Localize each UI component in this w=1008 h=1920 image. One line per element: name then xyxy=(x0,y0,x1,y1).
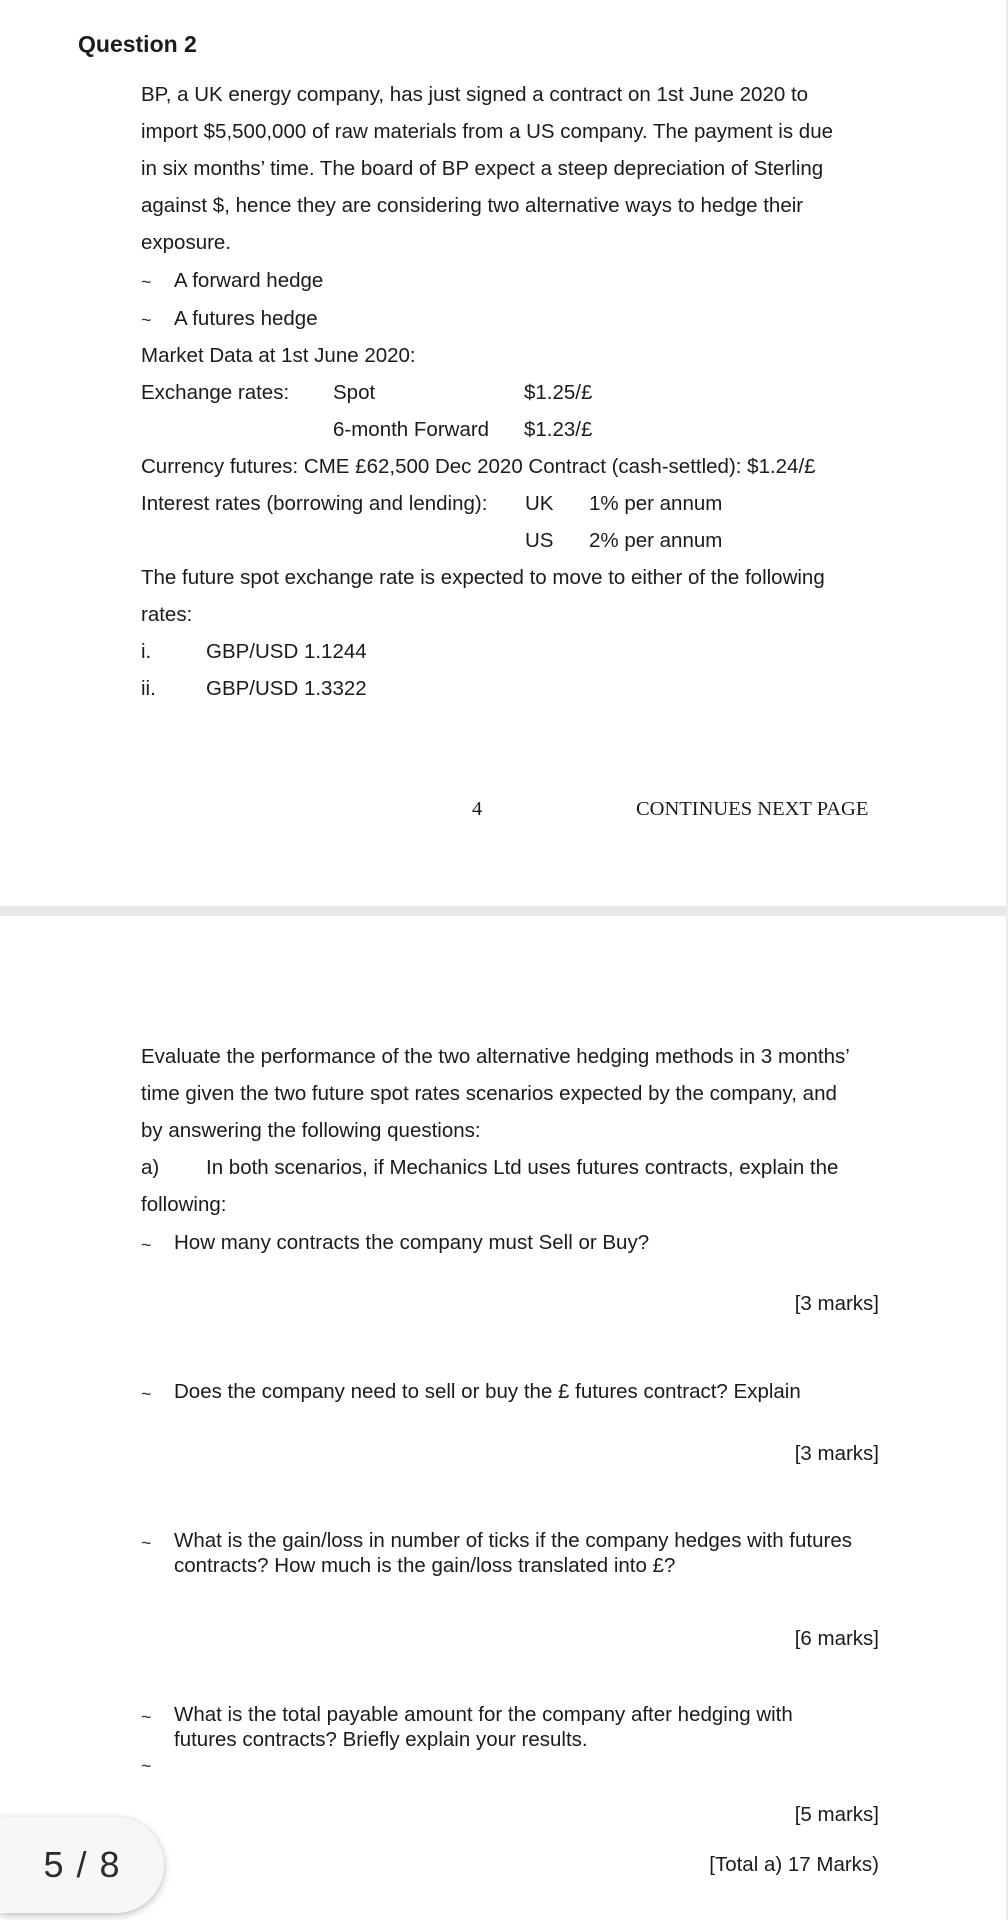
scenario-rate: GBP/USD 1.1244 xyxy=(206,640,367,663)
evaluate-line: Evaluate the performance of the two alternative hedging methods in 3 months’ xyxy=(141,1045,850,1068)
part-a-label: a) xyxy=(141,1156,160,1179)
spot-label: Spot xyxy=(333,381,376,404)
total-marks: [Total a) 17 Marks) xyxy=(709,1853,879,1876)
hedge-option: A futures hedge xyxy=(174,307,318,330)
spot-value: $1.25/£ xyxy=(524,381,593,404)
market-data-label: Market Data at 1st June 2020: xyxy=(141,344,416,367)
page-separator-slash: / xyxy=(76,1844,88,1885)
total-pages: 8 xyxy=(99,1844,121,1885)
futures-line: Currency futures: CME £62,500 Dec 2020 Contract (cash-settled): $1.24/£ xyxy=(141,455,816,478)
future-spot-line: The future spot exchange rate is expected to move to either of the following xyxy=(141,566,825,589)
part-a-text: In both scenarios, if Mechanics Ltd uses futures contracts, explain the xyxy=(206,1156,839,1179)
page-separator xyxy=(0,906,1008,916)
evaluate-line: by answering the following questions: xyxy=(141,1119,481,1142)
question-text: Does the company need to sell or buy the £ futures contract? Explain xyxy=(174,1380,801,1403)
bullet-tilde: ~ xyxy=(141,1533,152,1553)
question-marks: [3 marks] xyxy=(794,1442,879,1465)
us-rate: 2% per annum xyxy=(589,529,723,552)
page-number: 4 xyxy=(472,798,483,820)
scenario-number: ii. xyxy=(141,677,156,700)
question-text: What is the gain/loss in number of ticks if the company hedges with futures xyxy=(174,1529,852,1552)
question-title: Question 2 xyxy=(78,31,197,57)
question-marks: [3 marks] xyxy=(794,1292,879,1315)
scenario-rate: GBP/USD 1.3322 xyxy=(206,677,367,700)
question-text: How many contracts the company must Sell or Buy? xyxy=(174,1231,650,1254)
evaluate-line: time given the two future spot rates scenarios expected by the company, and xyxy=(141,1082,837,1105)
intro-line: import $5,500,000 of raw materials from a US company. The payment is due xyxy=(141,120,834,143)
interest-label: Interest rates (borrowing and lending): xyxy=(141,492,488,515)
bullet-tilde: ~ xyxy=(141,1756,152,1776)
current-page: 5 xyxy=(43,1844,65,1885)
question-text: futures contracts? Briefly explain your results. xyxy=(174,1728,588,1751)
bullet-tilde: ~ xyxy=(141,1707,152,1727)
exchange-rates-label: Exchange rates: xyxy=(141,381,290,404)
forward-value: $1.23/£ xyxy=(524,418,593,441)
forward-label: 6-month Forward xyxy=(333,418,490,441)
future-spot-line: rates: xyxy=(141,603,193,626)
uk-label: UK xyxy=(525,492,554,515)
question-marks: [6 marks] xyxy=(794,1627,879,1650)
intro-line: BP, a UK energy company, has just signed a contract on 1st June 2020 to xyxy=(141,83,809,106)
bullet-tilde: ~ xyxy=(141,310,152,330)
part-a-continued: following: xyxy=(141,1193,227,1216)
question-marks: [5 marks] xyxy=(794,1803,879,1826)
bullet-tilde: ~ xyxy=(141,272,152,292)
uk-rate: 1% per annum xyxy=(589,492,723,515)
intro-line: against $, hence they are considering two alternative ways to hedge their xyxy=(141,194,804,217)
page-indicator[interactable] xyxy=(0,1817,164,1913)
question-text: contracts? How much is the gain/loss translated into £? xyxy=(174,1554,676,1577)
bullet-tilde: ~ xyxy=(141,1235,152,1255)
us-label: US xyxy=(525,529,554,552)
continues-next-page: CONTINUES NEXT PAGE xyxy=(636,798,869,820)
intro-line: in six months’ time. The board of BP expect a steep depreciation of Sterling xyxy=(141,157,824,180)
hedge-option: A forward hedge xyxy=(174,269,324,292)
scenario-number: i. xyxy=(141,640,152,663)
intro-line: exposure. xyxy=(141,231,232,254)
question-text: What is the total payable amount for the company after hedging with xyxy=(174,1703,793,1726)
bullet-tilde: ~ xyxy=(141,1384,152,1404)
